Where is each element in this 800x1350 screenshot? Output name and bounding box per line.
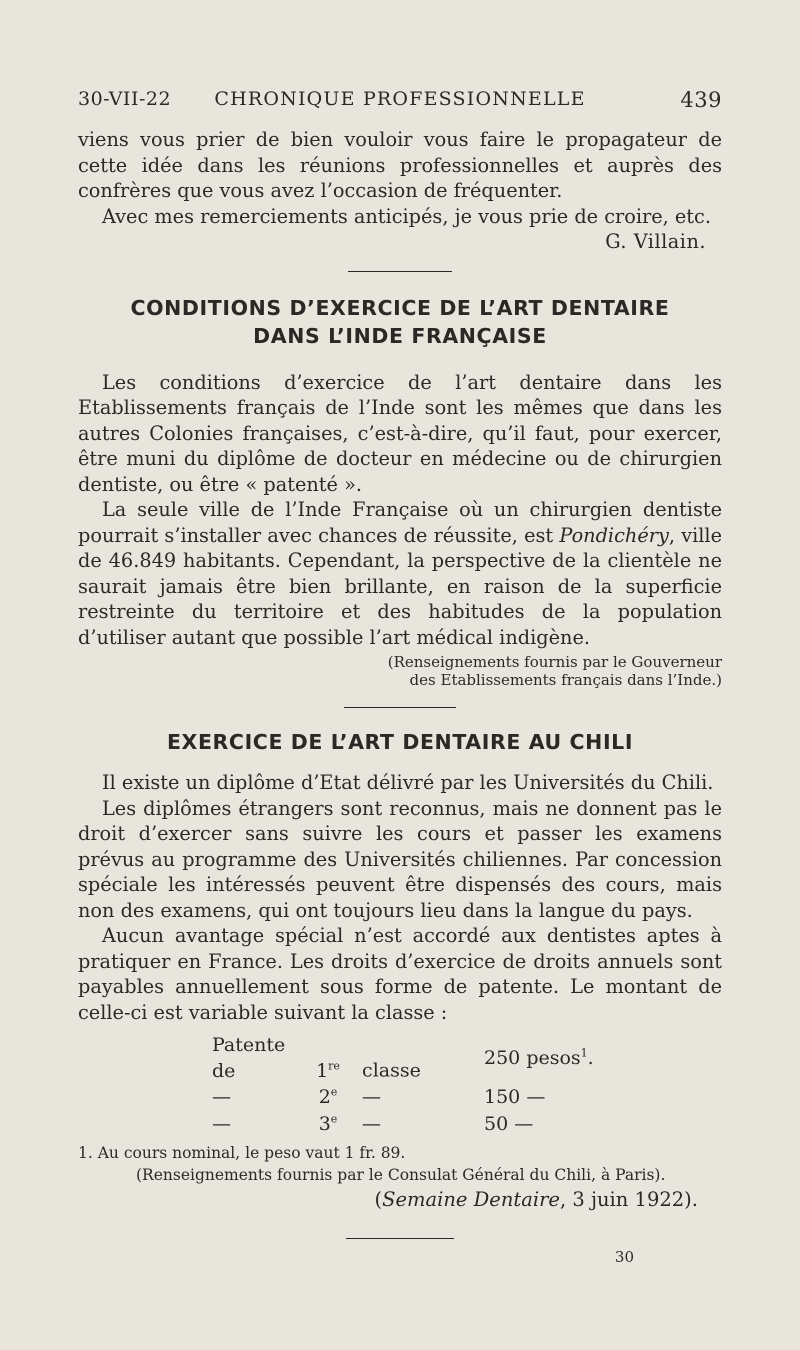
citation-date: , 3 juin 1922).	[559, 1188, 698, 1211]
footnote: 1. Au cours nominal, le peso vaut 1 fr. 89.	[78, 1144, 406, 1162]
patent-class-number: 2	[318, 1085, 331, 1108]
section-divider	[346, 1238, 454, 1239]
patent-amount: 250	[484, 1046, 521, 1069]
patent-unit: —	[514, 1112, 534, 1135]
header-page-number: 439	[680, 88, 722, 112]
inde-source-line: des Etablissements français dans l’Inde.)	[409, 671, 722, 689]
chili-paragraph-1: Il existe un diplôme d’Etat délivré par les Universités du Chili.	[102, 771, 714, 794]
chili-paragraph-2: Les diplômes étrangers sont reconnus, mais ne donnent pas le droit d’exercer sans suivre les cours et passer les examens prévus au programme des Universités chiliennes. Par concession spéciale les intéressés peuvent être dispensés des cours, mais non des examens, qui ont toujours lieu dans la langue du pays.	[78, 796, 722, 922]
signature-mark: 30	[614, 1248, 634, 1266]
header-title: CHRONIQUE PROFESSIONNELLE	[214, 88, 586, 110]
section-title-line: CONDITIONS D’EXERCICE DE L’ART DENTAIRE	[130, 295, 670, 320]
section-title-chili: EXERCICE DE L’ART DENTAIRE AU CHILI	[166, 730, 634, 754]
letter-closing: Avec mes remerciements anticipés, je vous prie de croire, etc.	[102, 204, 711, 228]
patent-class-word: —	[362, 1085, 382, 1108]
patent-label: —	[212, 1112, 231, 1135]
patent-row	[212, 1084, 594, 1111]
inde-paragraph-1: Les conditions d’exercice de l’art dentaire dans les Etablissements français de l’Inde sont les mêmes que dans les autres Colonies françaises, c’est-à-dire, qu’il faut, pour exercer, être muni du diplôme de docteur en médecine ou de chirurgien dentiste, ou être « patenté ».	[78, 370, 722, 496]
patent-class-number: 1	[316, 1059, 329, 1082]
inde-source	[78, 653, 722, 689]
inde-paragraph-2-end: , ville de 46.849 habitants. Cependant, la perspective de la clientèle ne saurait jamais être bien brillante, en raison de la superficie restreinte du territoire et des habitudes de la population d’utiliser autant que possible l’art médical indigène.	[78, 523, 722, 649]
patent-amount: 50	[484, 1112, 509, 1135]
patent-class-word: classe	[362, 1059, 421, 1082]
footnote-marker: 1	[580, 1046, 588, 1060]
patent-class-suffix: e	[330, 1112, 338, 1126]
inde-source-line: (Renseignements fournis par le Gouverneur	[387, 653, 722, 671]
chili-paragraph-3: Aucun avantage spécial n’est accordé aux dentistes aptes à pratiquer en France. Les droits d’exercice de droits annuels sont payables annuellement sous forme de patente. Le montant de celle-ci est variable suivant la classe :	[78, 924, 722, 1024]
section-divider	[344, 707, 456, 708]
citation-journal: Semaine Dentaire	[382, 1188, 560, 1211]
chili-source: (Renseignements fournis par le Consulat Général du Chili, à Paris).	[136, 1166, 666, 1184]
letter-paragraph: viens vous prier de bien vouloir vous faire le propagateur de cette idée dans les réunions professionnelles et auprès des confrères que vous avez l’occasion de fréquenter.	[78, 128, 722, 202]
letter-signature: G. Villain.	[605, 230, 706, 253]
patent-table	[212, 1033, 594, 1138]
patent-row	[212, 1033, 594, 1084]
patent-class-suffix: re	[328, 1059, 340, 1073]
running-header	[78, 88, 722, 118]
patent-label: —	[212, 1085, 231, 1108]
patent-class-suffix: e	[330, 1085, 338, 1099]
inde-paragraph-2-start: La seule ville de l’Inde Française où un chirurgien dentiste pourrait s’installer avec chances de réussite, est	[78, 498, 722, 547]
patent-class-word: —	[362, 1112, 382, 1135]
patent-class-number: 3	[318, 1112, 331, 1135]
patent-unit: —	[526, 1085, 546, 1108]
patent-unit: pesos	[526, 1046, 581, 1069]
city-name: Pondichéry	[559, 523, 669, 547]
section-title-line: DANS L’INDE FRANÇAISE	[253, 323, 547, 348]
page-body	[78, 127, 722, 1271]
patent-row-end: .	[587, 1046, 594, 1069]
header-date: 30-VII-22	[78, 88, 172, 110]
patent-label: Patente de	[212, 1034, 286, 1082]
inde-paragraph-2	[78, 497, 722, 650]
patent-row	[212, 1111, 594, 1138]
patent-amount: 150	[484, 1085, 521, 1108]
section-title-inde	[78, 294, 722, 350]
citation: (Semaine Dentaire, 3 juin 1922).	[374, 1188, 698, 1211]
section-divider	[348, 271, 452, 272]
